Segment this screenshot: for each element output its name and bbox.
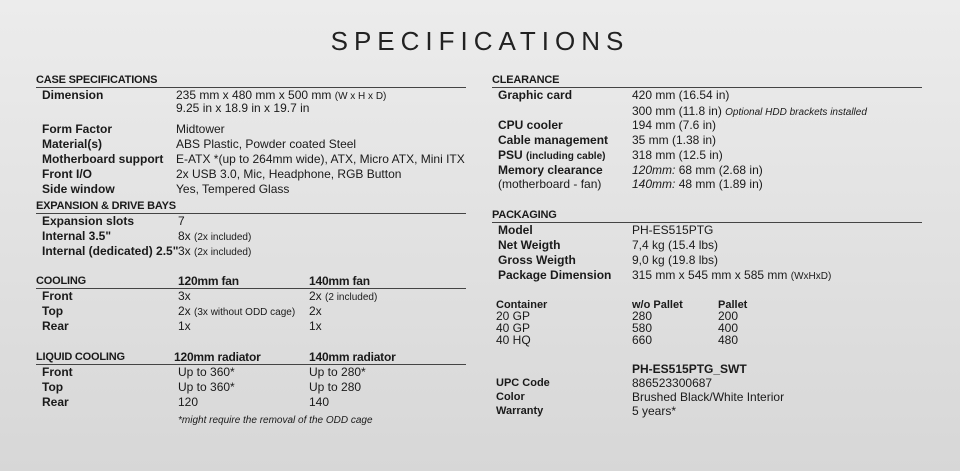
liquid-top-120: Up to 360*	[178, 380, 235, 394]
material-value: ABS Plastic, Powder coated Steel	[176, 137, 357, 151]
liquid-note-row	[36, 410, 466, 425]
spec-row-side-window	[36, 182, 466, 197]
material-label: Material(s)	[42, 137, 103, 151]
color-label: Color	[496, 391, 525, 403]
internal-35-label: Internal 3.5"	[42, 229, 112, 243]
cooling-rear-label: Rear	[42, 319, 69, 333]
cooling-top-140: 2x	[309, 304, 322, 318]
wo-pallet-cell: 660	[632, 333, 653, 347]
liquid-row-rear	[36, 395, 466, 410]
memory-clearance-sublabel: (motherboard - fan)	[498, 177, 602, 191]
pallet-head: Pallet	[718, 299, 748, 311]
pallet-cell: 480	[718, 333, 739, 347]
packaging-row-dimension	[492, 268, 922, 298]
motherboard-label: Motherboard support	[42, 152, 164, 166]
wo-pallet-head: w/o Pallet	[632, 299, 683, 311]
clearance-row-cpu	[492, 118, 922, 133]
container-row-3	[492, 334, 922, 362]
upc-label: UPC Code	[496, 377, 550, 389]
clearance-row-gpu	[492, 88, 922, 103]
sku-value: PH-ES515PTG_SWT	[632, 362, 747, 376]
cooling-heading: COOLING 120mm fan 140mm fan	[36, 275, 466, 289]
spec-row-dimension-in	[36, 103, 466, 122]
internal-35-value: 8x (2x included)	[178, 229, 252, 243]
upc-value: 886523300687	[632, 376, 713, 390]
expansion-slots-label: Expansion slots	[42, 214, 135, 228]
cooling-col-140: 140mm fan	[309, 274, 370, 288]
memory-clearance-label: Memory clearance	[498, 163, 603, 177]
packaging-section	[492, 209, 922, 418]
cooling-rear-140: 1x	[309, 319, 322, 333]
cooling-front-140: 2x (2 included)	[309, 289, 378, 303]
pallet-cell: 400	[718, 321, 739, 335]
liquid-rear-label: Rear	[42, 395, 69, 409]
warranty-row	[492, 404, 922, 418]
form-factor-label: Form Factor	[42, 122, 113, 136]
cooling-section	[36, 275, 466, 351]
cooling-top-120: 2x (3x without ODD cage)	[178, 304, 296, 318]
spec-row-internal-35	[36, 229, 466, 244]
expansion-slots-value: 7	[178, 214, 185, 228]
side-window-label: Side window	[42, 182, 115, 196]
psu-value: 318 mm (12.5 in)	[632, 148, 723, 162]
warranty-value: 5 years*	[632, 404, 677, 418]
cooling-row-front	[36, 289, 466, 304]
upc-row	[492, 376, 922, 390]
internal-dedicated-label: Internal (dedicated) 2.5"	[42, 244, 179, 258]
liquid-top-label: Top	[42, 380, 64, 394]
package-dimension-value: 315 mm x 545 mm x 585 mm (WxHxD)	[632, 268, 832, 282]
liquid-cooling-heading: LIQUID COOLING 120mm radiator 140mm radiator	[36, 351, 466, 365]
spec-row-motherboard	[36, 152, 466, 167]
model-value: PH-ES515PTG	[632, 223, 714, 237]
cooling-top-label: Top	[42, 304, 64, 318]
spec-row-expansion-slots	[36, 214, 466, 229]
clearance-heading: CLEARANCE	[492, 74, 922, 88]
dimension-value-inches: 9.25 in x 18.9 in x 19.7 in	[176, 101, 310, 115]
clearance-row-memory-2	[492, 177, 922, 192]
liquid-front-120: Up to 360*	[178, 365, 235, 379]
cooling-front-label: Front	[42, 289, 73, 303]
clearance-row-gpu-hdd	[492, 103, 922, 118]
color-value: Brushed Black/White Interior	[632, 390, 785, 404]
warranty-label: Warranty	[496, 405, 544, 417]
spec-row-front-io	[36, 167, 466, 182]
liquid-row-top	[36, 380, 466, 395]
cooling-rear-120: 1x	[178, 319, 191, 333]
form-factor-value: Midtower	[176, 122, 225, 136]
liquid-front-label: Front	[42, 365, 73, 379]
container-head: Container	[496, 299, 548, 311]
liquid-col-120: 120mm radiator	[174, 350, 261, 364]
wo-pallet-cell: 580	[632, 321, 653, 335]
cable-management-value: 35 mm (1.38 in)	[632, 133, 717, 147]
dimension-label: Dimension	[42, 88, 104, 102]
right-column	[492, 74, 922, 418]
sku-row	[492, 362, 922, 376]
cable-management-label: Cable management	[498, 133, 609, 147]
packaging-heading: PACKAGING	[492, 209, 922, 223]
internal-dedicated-value: 3x (2x included)	[178, 244, 252, 258]
page-title: SPECIFICATIONS	[330, 26, 630, 56]
psu-label: PSU (including cable)	[498, 148, 606, 162]
liquid-cooling-footnote: *might require the removal of the ODD cage	[178, 415, 373, 426]
spec-row-material	[36, 137, 466, 152]
cooling-front-120: 3x	[178, 289, 191, 303]
container-cell: 20 GP	[496, 309, 531, 323]
gross-weight-value: 9,0 kg (19.8 lbs)	[632, 253, 719, 267]
wo-pallet-cell: 280	[632, 309, 653, 323]
liquid-row-front	[36, 365, 466, 380]
liquid-top-140: Up to 280	[309, 380, 362, 394]
memory-clearance-value-120: 120mm: 68 mm (2.68 in)	[632, 163, 763, 177]
cpu-cooler-value: 194 mm (7.6 in)	[632, 118, 717, 132]
side-window-value: Yes, Tempered Glass	[176, 182, 290, 196]
liquid-cooling-section	[36, 351, 466, 425]
container-row-1	[492, 310, 922, 322]
cooling-row-rear	[36, 319, 466, 334]
clearance-section	[492, 74, 922, 209]
front-io-label: Front I/O	[42, 167, 92, 181]
model-label: Model	[498, 223, 533, 237]
packaging-row-net	[492, 238, 922, 253]
clearance-row-cable	[492, 133, 922, 148]
container-cell: 40 HQ	[496, 333, 531, 347]
cooling-row-top	[36, 304, 466, 319]
liquid-col-140: 140mm radiator	[309, 350, 396, 364]
motherboard-value: E-ATX *(up to 264mm wide), ATX, Micro ATX, Mini ITX	[176, 152, 465, 166]
packaging-row-model	[492, 223, 922, 238]
spec-row-internal-dedicated	[36, 244, 466, 259]
liquid-rear-120: 120	[178, 395, 199, 409]
cooling-col-120: 120mm fan	[178, 274, 239, 288]
case-specifications-section	[36, 74, 466, 200]
net-weight-value: 7,4 kg (15.4 lbs)	[632, 238, 719, 252]
liquid-rear-140: 140	[309, 395, 330, 409]
left-column	[36, 74, 466, 425]
graphic-card-label: Graphic card	[498, 88, 573, 102]
liquid-front-140: Up to 280*	[309, 365, 366, 379]
clearance-row-psu	[492, 148, 922, 163]
cpu-cooler-label: CPU cooler	[498, 118, 563, 132]
net-weight-label: Net Weigth	[498, 238, 561, 252]
expansion-section	[36, 200, 466, 275]
container-row-2	[492, 322, 922, 334]
gross-weight-label: Gross Weigth	[498, 253, 576, 267]
packaging-row-gross	[492, 253, 922, 268]
clearance-row-memory	[492, 163, 922, 177]
container-table-header	[492, 298, 922, 310]
color-row	[492, 390, 922, 404]
graphic-card-value: 420 mm (16.54 in)	[632, 88, 730, 102]
expansion-heading: EXPANSION & DRIVE BAYS	[36, 200, 466, 214]
case-specifications-heading: CASE SPECIFICATIONS	[36, 74, 466, 88]
memory-clearance-value-140: 140mm: 48 mm (1.89 in)	[632, 177, 763, 191]
front-io-value: 2x USB 3.0, Mic, Headphone, RGB Button	[176, 167, 402, 181]
spec-row-form-factor	[36, 122, 466, 137]
graphic-card-value-hdd: 300 mm (11.8 in) Optional HDD brackets installed	[632, 104, 867, 118]
pallet-cell: 200	[718, 309, 739, 323]
package-dimension-label: Package Dimension	[498, 268, 612, 282]
dimension-value: 235 mm x 480 mm x 500 mm (W x H x D)	[176, 88, 387, 102]
container-cell: 40 GP	[496, 321, 531, 335]
